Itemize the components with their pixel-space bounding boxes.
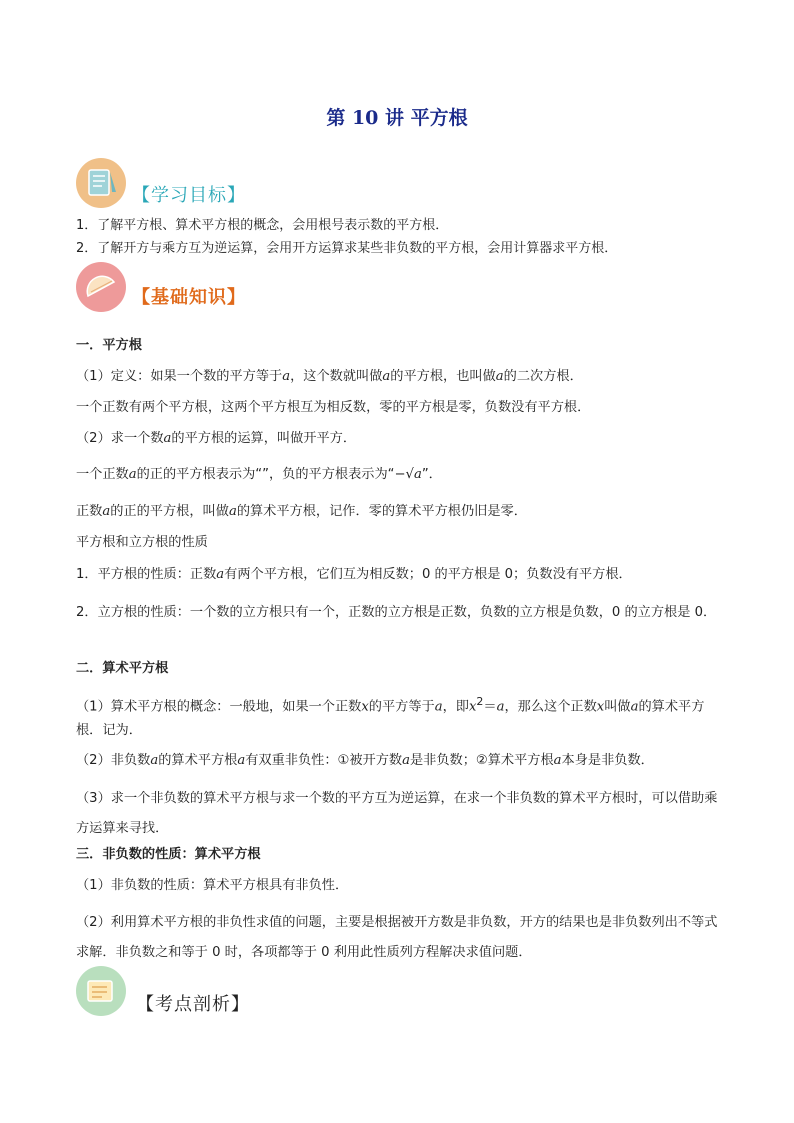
text: ，那么这个正数 [504,699,597,715]
basic-knowledge-header [76,262,246,312]
variable: a [216,567,225,582]
paragraph [76,690,726,743]
page-title: 第 10 讲 平方根 [326,107,468,129]
text: （1）算术平方根的概念：一般地，如果一个正数 [76,699,362,715]
paragraph [76,466,726,484]
paragraph: （2）利用算术平方根的非负性求值的问题，主要是根据被开方数是非负数，开方的结果也是非负数列出不等式求解．非负数之和等于 0 时，各项都等于 0 利用此性质列方程解决求值问题． [76,915,718,960]
text: 的二次方根． [503,369,583,384]
text: 的平方根的运算，叫做开平方． [171,431,357,446]
paragraph: 2．立方根的性质：一个数的立方根只有一个，正数的立方根是正数，负数的立方根是负数，0 的立方根是 0． [76,605,717,620]
variable: a [434,699,443,715]
text: （2）非负数 [76,753,151,768]
variable: x [596,699,605,715]
variable: a [630,699,639,715]
text: ，这个数就叫做 [290,369,383,384]
section-heading: 三．非负数的性质：算术平方根 [76,847,261,862]
text: 有双重非负性：①被开方数 [245,753,403,768]
paragraph: 一个正数有两个平方根，这两个平方根互为相反数，零的平方根是零，负数没有平方根． [76,400,591,415]
text: 的算术平方根，记作．零的算术平方根仍旧是零． [236,504,527,519]
variable: a [495,369,504,384]
text: 正数 [76,504,103,519]
paragraph [76,566,726,584]
variable: x [361,699,369,715]
exam-analysis-heading: 【考点剖析】 [136,994,250,1015]
text: 是非负数；②算术平方根 [409,753,554,768]
goal-item: 2．了解开方与乘方互为逆运算，会用开方运算求某些非负数的平方根，会用计算器求平方根． [76,241,618,256]
exponent: 2 [476,695,484,708]
text: 的算术平方根 [158,753,238,768]
paragraph [76,430,726,448]
formula: −√a [394,467,422,482]
text: ，即 [442,699,469,715]
variable: a [102,504,111,519]
section-heading: 二．算术平方根 [76,661,169,676]
text: 有两个平方根，它们互为相反数；0 的平方根是 0；负数没有平方根． [224,567,632,582]
variable: a [228,504,237,519]
paragraph [76,368,726,386]
text: 一个正数 [76,467,129,482]
text: 的正的平方根，叫做 [110,504,229,519]
text: 叫做 [604,699,631,715]
paragraph: （1）非负数的性质：算术平方根具有非负性． [76,878,349,893]
variable: a [282,369,291,384]
text: 的正的平方根表示为“”，负的平方根表示为“ [136,467,395,482]
learning-goals-heading: 【学习目标】 [132,185,246,206]
text: ”． [421,467,442,482]
variable: a [496,699,505,715]
variable: a [402,753,410,768]
variable: a [150,753,159,768]
text: 本身是非负数． [561,753,654,768]
text: 的算术平方根．记为． [76,699,705,739]
section-heading: 一．平方根 [76,338,142,353]
paragraph [76,752,726,770]
variable: x [468,699,477,715]
learning-goals-header [76,158,246,208]
paragraph: 平方根和立方根的性质 [76,535,208,550]
goal-item: 1．了解平方根、算术平方根的概念，会用根号表示数的平方根． [76,218,449,233]
text: 的平方根，也叫做 [390,369,496,384]
variable: a [128,467,137,482]
protractor-icon [76,262,126,312]
text: ＝ [483,699,497,715]
paragraph: （3）求一个非负数的算术平方根与求一个数的平方互为逆运算，在求一个非负数的算术平方根时，可以借助乘方运算来寻找． [76,791,718,836]
text: （1）定义：如果一个数的平方等于 [76,369,283,384]
paragraph [76,503,726,521]
variable: a [382,369,391,384]
text: 的平方等于 [368,699,435,715]
text: （2）求一个数 [76,431,164,446]
variable: a [553,753,562,768]
variable: a [237,753,246,768]
text: 1．平方根的性质：正数 [76,567,217,582]
notebook-icon [76,158,126,208]
exam-analysis-header [76,966,250,1016]
variable: a [163,431,172,446]
basic-knowledge-heading: 【基础知识】 [132,287,246,308]
document-icon [76,966,126,1016]
